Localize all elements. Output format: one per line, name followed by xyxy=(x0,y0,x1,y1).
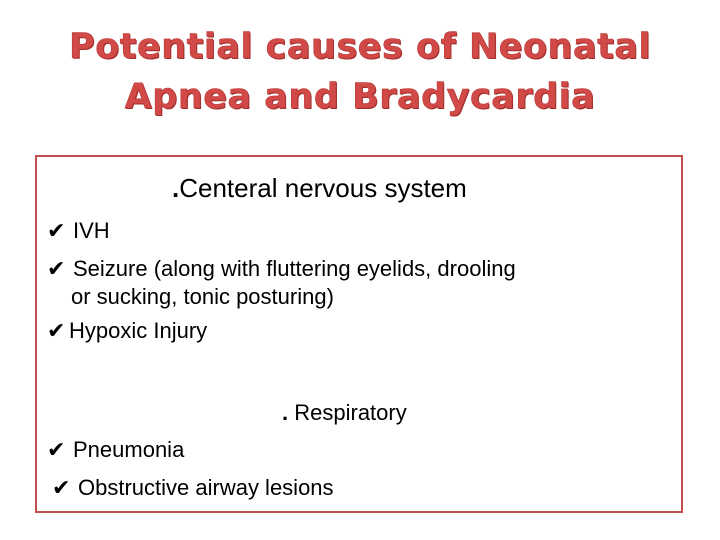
section-heading-text: Centeral nervous system xyxy=(179,173,467,203)
section-heading-respiratory xyxy=(282,400,407,426)
check-mark-icon: ✔ xyxy=(47,438,66,463)
list-item-text: Pneumonia xyxy=(73,437,185,462)
list-item-obstructive-airway xyxy=(52,475,334,502)
list-item-seizure xyxy=(47,256,516,283)
slide-title xyxy=(0,22,720,122)
list-item-text: Obstructive airway lesions xyxy=(78,475,334,500)
section-heading-text: Respiratory xyxy=(294,400,407,425)
bullet-dot: . xyxy=(282,400,289,425)
list-item-text: Seizure (along with fluttering eyelids, drooling xyxy=(73,256,516,281)
list-item-text: Hypoxic Injury xyxy=(69,318,208,343)
check-mark-icon: ✔ xyxy=(47,257,66,282)
list-item-seizure-continuation: or sucking, tonic posturing) xyxy=(71,284,334,309)
list-item-hypoxic-injury xyxy=(47,318,207,345)
title-line-2: Apnea and Bradycardia xyxy=(124,77,596,117)
list-item-pneumonia xyxy=(47,437,184,464)
section-heading-cns xyxy=(172,173,467,203)
title-line-1: Potential causes of Neonatal xyxy=(69,27,651,67)
bullet-dot: . xyxy=(172,173,180,203)
list-item-text: IVH xyxy=(73,218,110,243)
check-mark-icon: ✔ xyxy=(47,319,66,344)
check-mark-icon: ✔ xyxy=(52,476,71,501)
check-mark-icon: ✔ xyxy=(47,219,66,244)
list-item-ivh xyxy=(47,218,110,245)
